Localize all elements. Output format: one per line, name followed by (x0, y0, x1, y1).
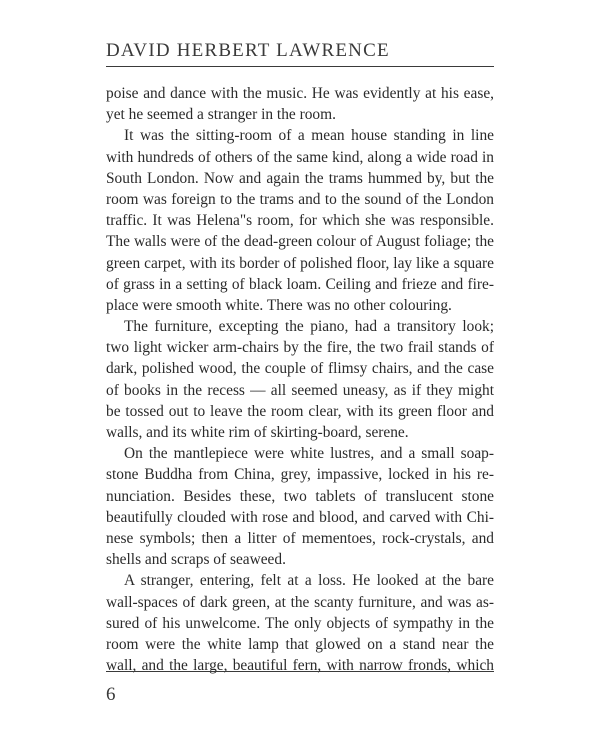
text-line: sured of his unwelcome. The only objects of sympathy in the (106, 614, 494, 632)
header-rule (106, 66, 494, 67)
text-line: On the mantlepiece were white lustres, and a small soap- (124, 445, 494, 463)
running-head: DAVID HERBERT LAWRENCE (106, 40, 390, 61)
body-text (106, 83, 494, 676)
text-line: green carpet, with its border of polished floor, lay like a square (106, 254, 494, 272)
text-line: yet he seemed a stranger in the room. (106, 106, 336, 124)
text-line: with hundreds of others of the same kind, along a wide road in (106, 148, 494, 166)
text-line: be tossed out to leave the room clear, with its green floor and (106, 402, 494, 420)
text-line: room were the white lamp that glowed on a stand near the (106, 635, 494, 653)
text-line: beautifully clouded with rose and blood, and carved with Chi- (106, 508, 494, 526)
text-line: nese symbols; then a litter of mementoes, rock-crystals, and (106, 529, 494, 547)
text-line: traffic. It was Helena"s room, for which she was responsible. (106, 212, 494, 230)
text-line: of books in the recess — all seemed uneasy, as if they might (106, 381, 494, 399)
text-line: walls, and its white rim of skirting-board, serene. (106, 424, 409, 441)
text-line: A stranger, entering, felt at a loss. He looked at the bare (124, 572, 494, 590)
text-line: stone Buddha from China, grey, impassive, locked in his re- (106, 466, 494, 484)
footer-rule (106, 671, 494, 672)
text-line: The walls were of the dead-green colour of August foliage; the (106, 233, 494, 251)
text-line: two light wicker arm-chairs by the fire, the two frail stands of (106, 339, 494, 357)
page-number: 6 (106, 684, 116, 705)
text-line: nunciation. Besides these, two tablets of translucent stone (106, 487, 494, 505)
text-line: of grass in a setting of black loam. Ceiling and frieze and fire- (106, 275, 494, 293)
text-line: South London. Now and again the trams hummed by, but the (106, 169, 494, 187)
text-line: wall-spaces of dark green, at the scanty furniture, and was as- (106, 593, 494, 611)
text-line: dark, polished wood, the couple of flimsy chairs, and the case (106, 360, 494, 378)
text-line: It was the sitting-room of a mean house standing in line (124, 127, 494, 145)
text-line: place were smooth white. There was no other colouring. (106, 296, 452, 314)
text-line: poise and dance with the music. He was evidently at his ease, (106, 85, 494, 102)
text-line: room was foreign to the trams and to the sound of the London (106, 190, 494, 208)
text-line: wall, and the large, beautiful fern, with narrow fronds, which (106, 657, 494, 675)
text-line: shells and scraps of seaweed. (106, 551, 286, 569)
text-line: The furniture, excepting the piano, had a transitory look; (124, 318, 494, 336)
